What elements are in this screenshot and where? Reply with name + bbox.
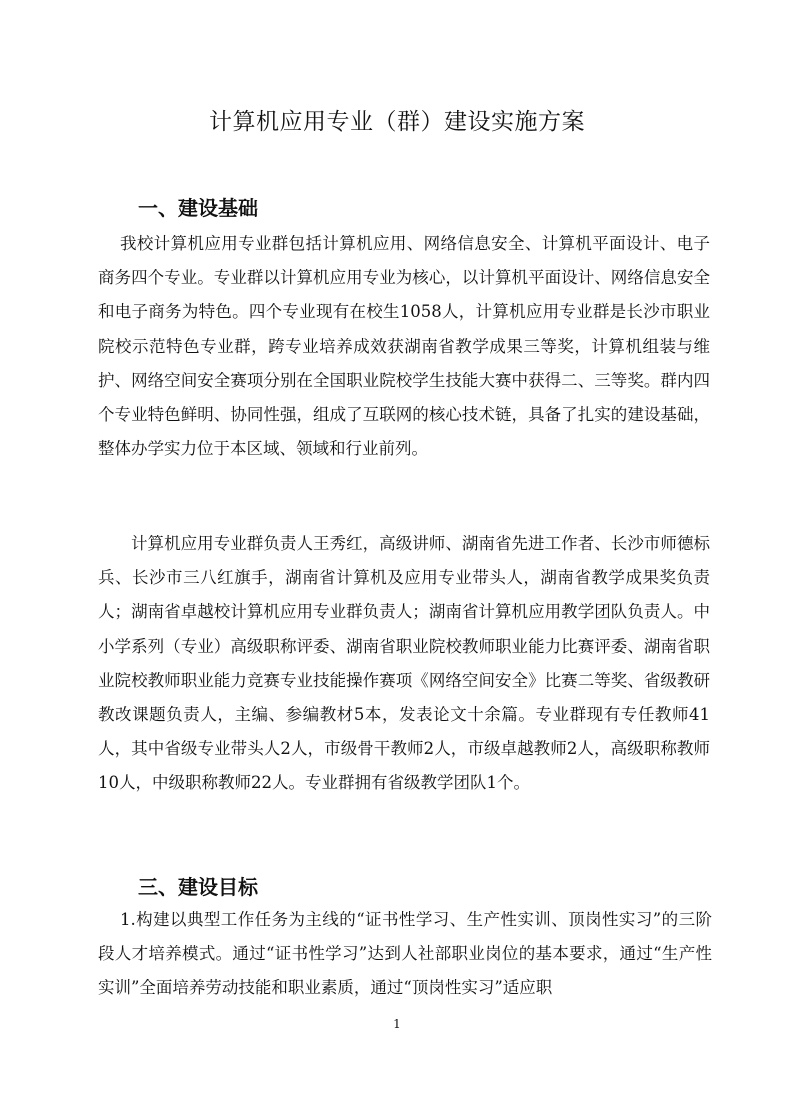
paragraph-foundation-2: 计算机应用专业群负责人王秀红，高级讲师、湖南省先进工作者、长沙市师德标兵、长沙市三八红旗手，湖南省计算机及应用专业带头人，湖南省教学成果奖负责人；湖南省卓越校计算机应用专业群负责人；湖南省计算机应用教学团队负责人。中小学系列（专业）高级职称评委、湖南省职业院校教师职业能力比赛评委、湖南省职业院校教师职业能力竞赛专业技能操作赛项《网络空间安全》比赛二等奖、省级教研教改课题负责人，主编、参编教材5本，发表论文十余篇。专业群现有专任教师41人，其中省级专业带头人2人，市级骨干教师2人，市级卓越教师2人，高级职称教师10人，中级职称教师22人。专业群拥有省级教学团队1个。 xyxy=(98,534,710,793)
document-title: 计算机应用专业（群）建设实施方案 xyxy=(209,109,585,135)
section-heading-goals: 三、建设目标 xyxy=(138,875,258,899)
paragraph-foundation-1: 我校计算机应用专业群包括计算机应用、网络信息安全、计算机平面设计、电子商务四个专业。专业群以计算机应用专业为核心，以计算机平面设计、网络信息安全和电子商务为特色。四个专业现有在校生1058人，计算机应用专业群是长沙市职业院校示范特色专业群，跨专业培养成效获湖南省教学成果三等奖，计算机组装与维护、网络空间安全赛项分别在全国职业院校学生技能大赛中获得二、三等奖。群内四个专业特色鲜明、协同性强，组成了互联网的核心技术链，具备了扎实的建设基础，整体办学实力位于本区域、领域和行业前列。 xyxy=(98,234,710,459)
paragraph-goals-1: 1.构建以典型工作任务为主线的“证书性学习、生产性实训、顶岗性实习”的三阶段人才培养模式。通过“证书性学习”达到人社部职业岗位的基本要求，通过“生产性实训”全面培养劳动技能和职业素质，通过“顶岗性实习”适应职 xyxy=(98,910,712,998)
page-number: 1 xyxy=(393,1017,401,1031)
section-heading-foundation: 一、建设基础 xyxy=(138,196,258,220)
